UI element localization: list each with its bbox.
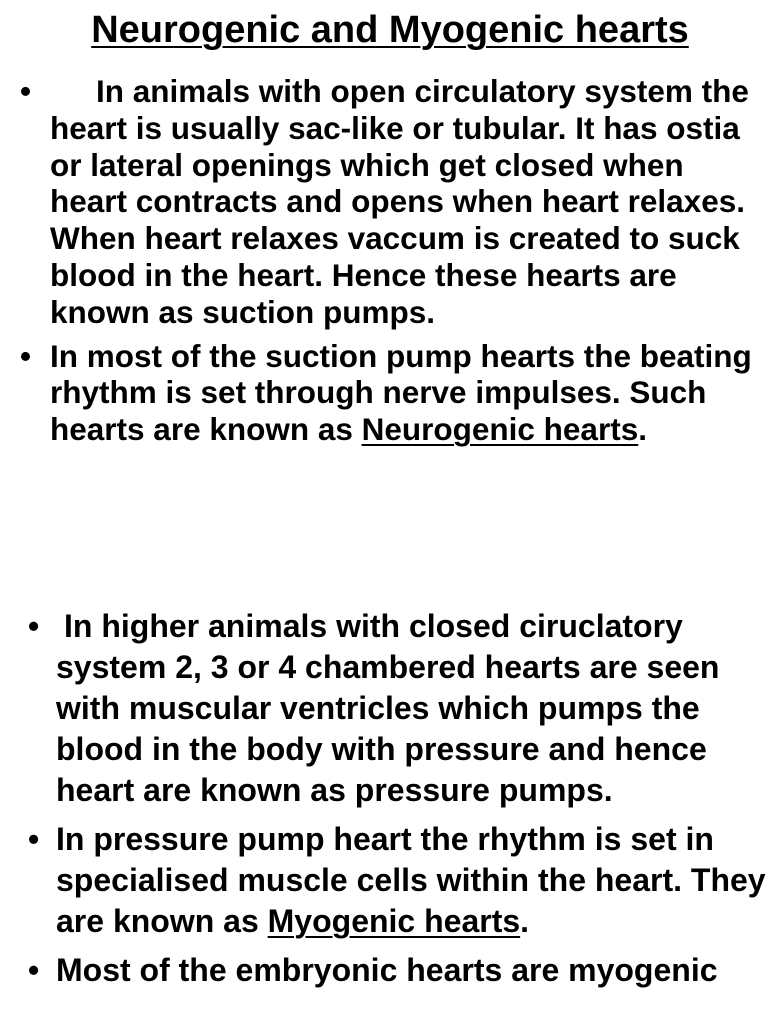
bullet-dot-icon: • [28,952,40,988]
bullet-text-pressure-pumps: In higher animals with closed ciruclatory system 2, 3 or 4 chambered hearts are seen with muscular ventricles which pumps the blood in the body with pressure and hence heart are known as pressure pumps. [56,608,720,808]
bullet-text-neurogenic-end: . [638,411,647,448]
term-neurogenic-hearts: Neurogenic hearts [361,411,639,448]
bullet-item-embryonic [28,950,768,991]
bullet-list-open-circulation [20,73,765,455]
slide-title: Neurogenic and Myogenic hearts [91,9,689,51]
bullet-list-closed-circulation [28,606,768,999]
bullet-text-embryonic: Most of the embryonic hearts are myogenic [56,952,718,988]
bullet-item-neurogenic [20,337,765,448]
bullet-text-myogenic-end: . [520,903,530,939]
bullet-item-suction-pumps [20,73,765,331]
bullet-text-myogenic: In pressure pump heart the rhythm is set in specialised muscle cells within the heart. They are known as [56,821,766,939]
bullet-dot-icon: • [28,821,40,857]
bullet-text-neurogenic: In most of the suction pump hearts the beating rhythm is set through nerve impulses. Such hearts are known as [50,337,752,448]
bullet-dot-icon: • [20,73,32,109]
bullet-dot-icon: • [28,608,40,644]
bullet-dot-icon: • [20,337,32,374]
term-myogenic-hearts: Myogenic hearts [267,903,521,939]
bullet-item-pressure-pumps [28,606,768,811]
bullet-item-myogenic [28,819,768,942]
bullet-text-suction-pumps: In animals with open circulatory system the heart is usually sac-like or tubular. It has ostia or lateral openings which get closed when heart contracts and opens when heart relaxes. When heart relaxes vaccum is created to suck blood in the heart. Hence these hearts are known as suction pumps. [50,73,749,330]
